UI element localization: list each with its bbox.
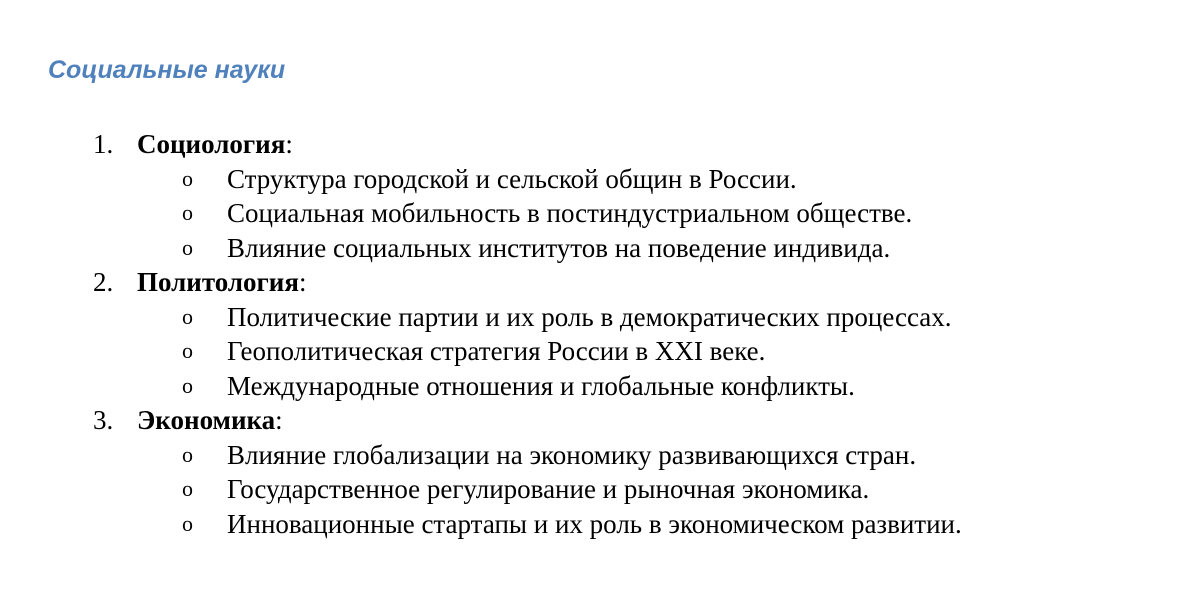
list-item-text: Влияние глобализации на экономику развивающихся стран.	[227, 439, 917, 470]
section-number: 3.	[93, 405, 114, 435]
bullet-marker: o	[182, 200, 193, 225]
section-title-text: Социология	[137, 129, 286, 159]
list-item-text: Международные отношения и глобальные конфликты.	[227, 370, 855, 401]
section-title	[137, 265, 307, 299]
list-item	[0, 472, 1188, 507]
section-colon: :	[275, 405, 283, 435]
list-item	[0, 438, 1188, 473]
list-item	[0, 507, 1188, 542]
section-title-text: Политология	[137, 267, 299, 297]
list-section-sociology	[0, 127, 1188, 162]
list-item-text: Структура городской и сельской общин в России.	[227, 163, 797, 194]
list-item-text: Государственное регулирование и рыночная экономика.	[227, 474, 870, 504]
list-item-text: Социальная мобильность в постиндустриальном обществе.	[227, 198, 913, 228]
bullet-marker: o	[182, 476, 193, 501]
bullet-marker: o	[182, 510, 193, 536]
section-colon: :	[285, 129, 293, 159]
document-heading: Социальные науки	[48, 56, 286, 84]
list-item	[0, 231, 1188, 266]
numbered-list	[0, 127, 1188, 541]
bullet-marker: o	[182, 165, 193, 191]
list-section-economics	[0, 403, 1188, 438]
list-item	[0, 300, 1188, 335]
bullet-marker: o	[182, 441, 193, 467]
list-item-text: Влияние социальных институтов на поведение индивида.	[227, 232, 891, 263]
bullet-marker: o	[182, 303, 193, 329]
bullet-marker: o	[182, 234, 193, 260]
list-item-text: Политические партии и их роль в демократических процессах.	[227, 301, 952, 332]
bullet-marker: o	[182, 338, 193, 363]
section-title-text: Экономика	[137, 405, 276, 435]
list-item	[0, 162, 1188, 197]
section-number: 1.	[93, 129, 114, 159]
section-title	[137, 403, 283, 437]
section-number: 2.	[93, 267, 114, 297]
list-item	[0, 334, 1188, 369]
list-item-text: Геополитическая стратегия России в XXI веке.	[227, 336, 766, 366]
list-item	[0, 196, 1188, 231]
section-title	[137, 127, 293, 161]
list-section-politology	[0, 265, 1188, 300]
list-item-text: Инновационные стартапы и их роль в экономическом развитии.	[227, 508, 962, 539]
section-colon: :	[298, 267, 307, 297]
list-item	[0, 369, 1188, 404]
bullet-marker: o	[182, 372, 193, 398]
